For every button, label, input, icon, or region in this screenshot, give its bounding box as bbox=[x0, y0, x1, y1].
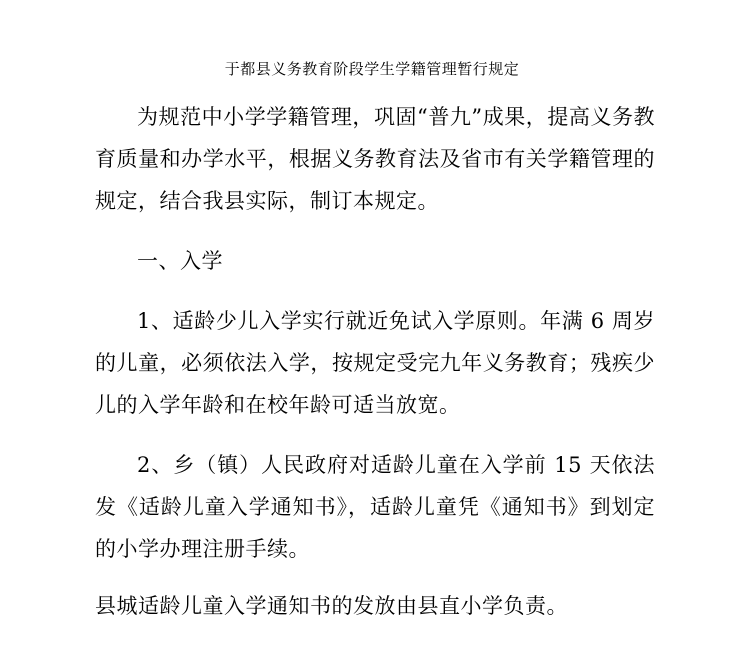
clause-2-paragraph: 2、乡（镇）人民政府对适龄儿童在入学前 15 天依法发《适龄儿童入学通知书》，适龄儿童凭《通知书》到划定的小学办理注册手续。 bbox=[95, 453, 655, 561]
intro-paragraph: 为规范中小学学籍管理，巩固“普九”成果，提高义务教育质量和办学水平，根据义务教育法及省市有关学籍管理的规定，结合我县实际，制订本规定。 bbox=[95, 105, 655, 213]
clause-2-continuation-paragraph: 县城适龄儿童入学通知书的发放由县直小学负责。 bbox=[95, 594, 568, 618]
document-title: 于都县义务教育阶段学生学籍管理暂行规定 bbox=[224, 60, 520, 78]
section-heading-enrollment: 一、入学 bbox=[137, 249, 223, 273]
clause-1-paragraph: 1、适龄少儿入学实行就近免试入学原则。年满 6 周岁的儿童，必须依法入学，按规定受完九年义务教育；残疾少儿的入学年龄和在校年龄可适当放宽。 bbox=[95, 309, 655, 417]
